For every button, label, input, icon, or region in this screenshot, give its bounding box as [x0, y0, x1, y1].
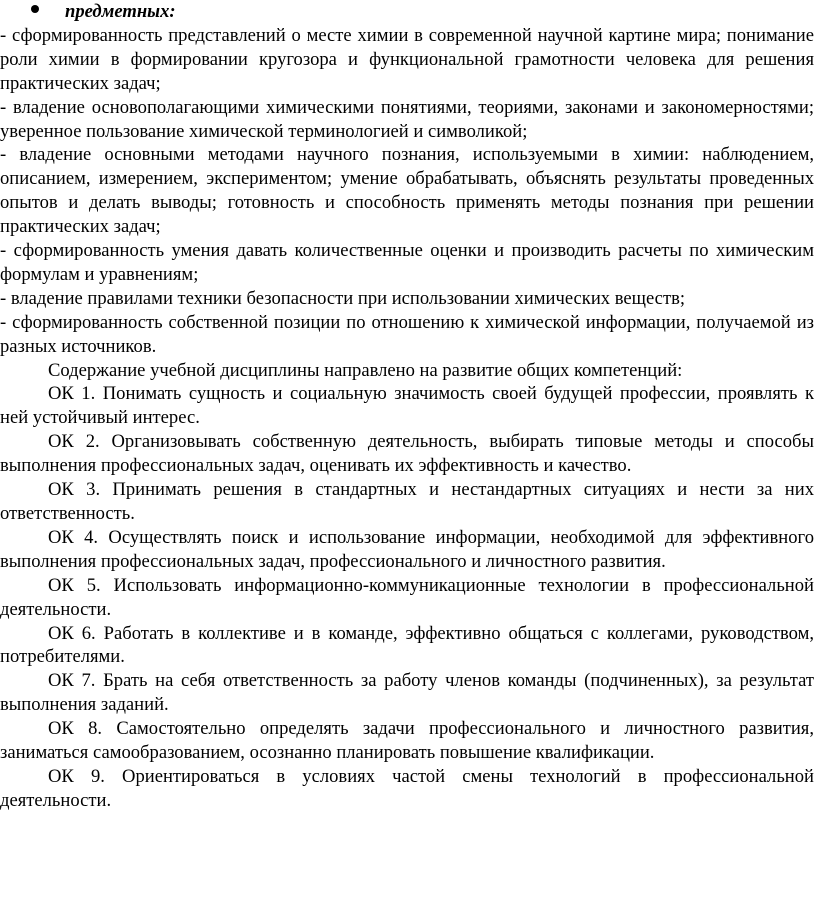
competency-item: ОК 7. Брать на себя ответственность за работу членов команды (подчиненных), за результат выполнения заданий. — [0, 670, 814, 716]
competency-item: ОК 6. Работать в коллективе и в команде, эффективно общаться с коллегами, руководством, потребителями. — [0, 622, 814, 668]
competencies-intro: Содержание учебной дисциплины направлено на развитие общих компетенций: — [48, 359, 683, 381]
subject-result-item: - владение основными методами научного познания, используемыми в химии: наблюдением, описанием, измерением, экспериментом; умение обрабатывать, объяснять результаты проведенных опытов и делать выводы; готовность и способность применять методы познания при решении практических задач; — [0, 144, 814, 238]
heading-text: предметных: — [65, 1, 176, 22]
subject-result-item: - сформированность представлений о месте химии в современной научной картине мира; понимание роли химии в формировании кругозора и функциональной грамотности человека для решения практических задач; — [0, 24, 814, 94]
competency-item: ОК 2. Организовывать собственную деятельность, выбирать типовые методы и способы выполнения профессиональных задач, оценивать их эффективность и качество. — [0, 431, 814, 477]
section-heading — [0, 0, 814, 24]
subject-result-item: - сформированность собственной позиции по отношению к химической информации, получаемой из разных источников. — [0, 311, 814, 357]
subject-result-item: - владение основополагающими химическими понятиями, теориями, законами и закономерностями; уверенное пользование химической терминологией и символикой; — [0, 96, 814, 142]
competency-item: ОК 9. Ориентироваться в условиях частой смены технологий в профессиональной деятельности. — [0, 765, 814, 811]
competency-item: ОК 8. Самостоятельно определять задачи профессионального и личностного развития, заниматься самообразованием, осознанно планировать повышение квалификации. — [0, 718, 814, 764]
competency-item: ОК 4. Осуществлять поиск и использование информации, необходимой для эффективного выполнения профессиональных задач, профессионального и личностного развития. — [0, 526, 814, 572]
subject-result-item: - сформированность умения давать количественные оценки и производить расчеты по химическим формулам и уравнениям; — [0, 240, 814, 285]
subject-result-item: - владение правилами техники безопасности при использовании химических веществ; — [0, 287, 686, 309]
competency-item: ОК 5. Использовать информационно-коммуникационные технологии в профессиональной деятельности. — [0, 574, 814, 620]
competency-item: ОК 1. Понимать сущность и социальную значимость своей будущей профессии, проявлять к ней устойчивый интерес. — [0, 383, 814, 429]
competency-item: ОК 3. Принимать решения в стандартных и нестандартных ситуациях и нести за них ответственность. — [0, 479, 814, 525]
bullet-icon — [31, 5, 39, 13]
